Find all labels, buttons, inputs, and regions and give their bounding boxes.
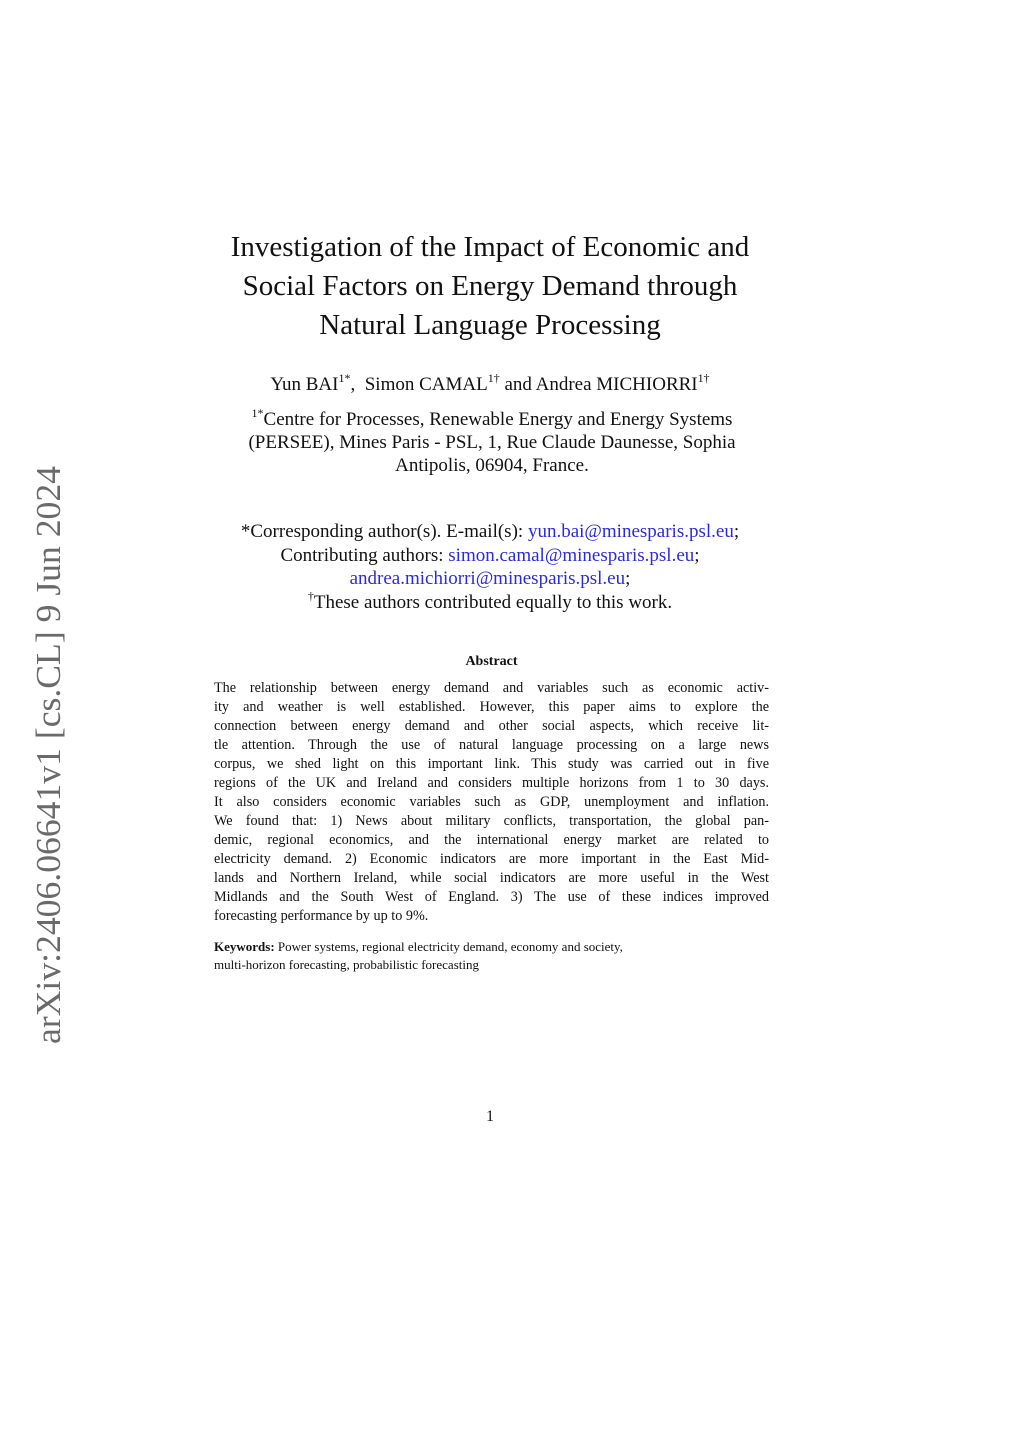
keywords-line-1: Power systems, regional electricity demand, economy and society, (274, 939, 623, 954)
author-name: Andrea MICHIORRI (535, 374, 698, 395)
author-separator: and (499, 374, 536, 395)
affiliation-line-2: (PERSEE), Mines Paris - PSL, 1, Rue Claude Daunesse, Sophia (248, 432, 736, 453)
affiliation-marks: 1* (251, 406, 264, 420)
abstract-line: Midlands and the South West of England. 3) The use of these indices improved (214, 889, 769, 905)
abstract-line: tle attention. Through the use of natural language processing on a large news (214, 737, 769, 753)
abstract-line: demic, regional economics, and the international energy market are related to (214, 832, 769, 848)
corresponding-author-label: *Corresponding author(s). E-mail(s): (240, 521, 528, 542)
abstract-line: regions of the UK and Ireland and considers multiple horizons from 1 to 30 days. (214, 775, 769, 791)
affiliation-line-3: Antipolis, 06904, France. (395, 455, 589, 476)
arxiv-side-stamp (24, 466, 72, 1044)
author-name: Yun BAI (270, 374, 339, 395)
keywords (214, 938, 769, 974)
author-marks: 1† (697, 371, 710, 385)
abstract-line: ity and weather is well established. However, this paper aims to explore the (214, 699, 769, 715)
equal-contribution-note: These authors contributed equally to this work. (313, 591, 673, 613)
abstract-line: lands and Northern Ireland, while social indicators are more useful in the West (214, 870, 769, 886)
paper-title (200, 228, 780, 345)
author-name: Simon CAMAL (364, 374, 488, 395)
abstract-text (214, 679, 769, 926)
abstract-line: We found that: 1) News about military conflicts, transportation, the global pan- (214, 813, 769, 829)
contributing-email-link[interactable]: andrea.michiorri@minesparis.psl.eu (349, 568, 626, 589)
abstract-line: forecasting performance by up to 9%. (214, 908, 429, 924)
author-separator: , (350, 374, 365, 395)
keywords-line-2: multi-horizon forecasting, probabilistic forecasting (214, 957, 479, 972)
affiliation (218, 408, 766, 477)
equal-contribution-mark: † (307, 588, 314, 603)
title-line-1: Investigation of the Impact of Economic and (230, 231, 750, 263)
author-list (180, 372, 800, 398)
title-line-3: Natural Language Processing (319, 309, 661, 341)
title-line-2: Social Factors on Energy Demand through (242, 270, 738, 302)
page-number: 1 (486, 1108, 494, 1125)
corresponding-email-link[interactable]: yun.bai@minesparis.psl.eu (527, 521, 734, 542)
abstract-line: connection between energy demand and other social aspects, which receive lit- (214, 718, 769, 734)
email-separator: ; (625, 568, 631, 589)
email-separator: ; (733, 521, 740, 542)
contributing-authors-label: Contributing authors: (280, 544, 449, 566)
abstract-heading: Abstract (465, 654, 518, 669)
correspondence-block (180, 520, 800, 614)
keywords-label: Keywords: (214, 939, 275, 954)
abstract-line: corpus, we shed light on this important link. This study was carried out in five (214, 756, 769, 772)
affiliation-line-1: Centre for Processes, Renewable Energy and Energy Systems (263, 409, 733, 430)
author-marks: 1† (487, 371, 500, 385)
abstract-line: The relationship between energy demand and variables such as economic activ- (214, 680, 769, 696)
arxiv-identifier: arXiv:2406.06641v1 [cs.CL] 9 Jun 2024 (29, 476, 68, 1044)
abstract-line: It also considers economic variables such as GDP, unemployment and inflation. (214, 794, 769, 810)
contributing-email-link[interactable]: simon.camal@minesparis.psl.eu (448, 544, 695, 566)
email-separator: ; (694, 544, 700, 566)
author-marks: 1* (338, 371, 351, 385)
abstract-line: electricity demand. 2) Economic indicators are more important in the East Mid- (214, 851, 769, 867)
